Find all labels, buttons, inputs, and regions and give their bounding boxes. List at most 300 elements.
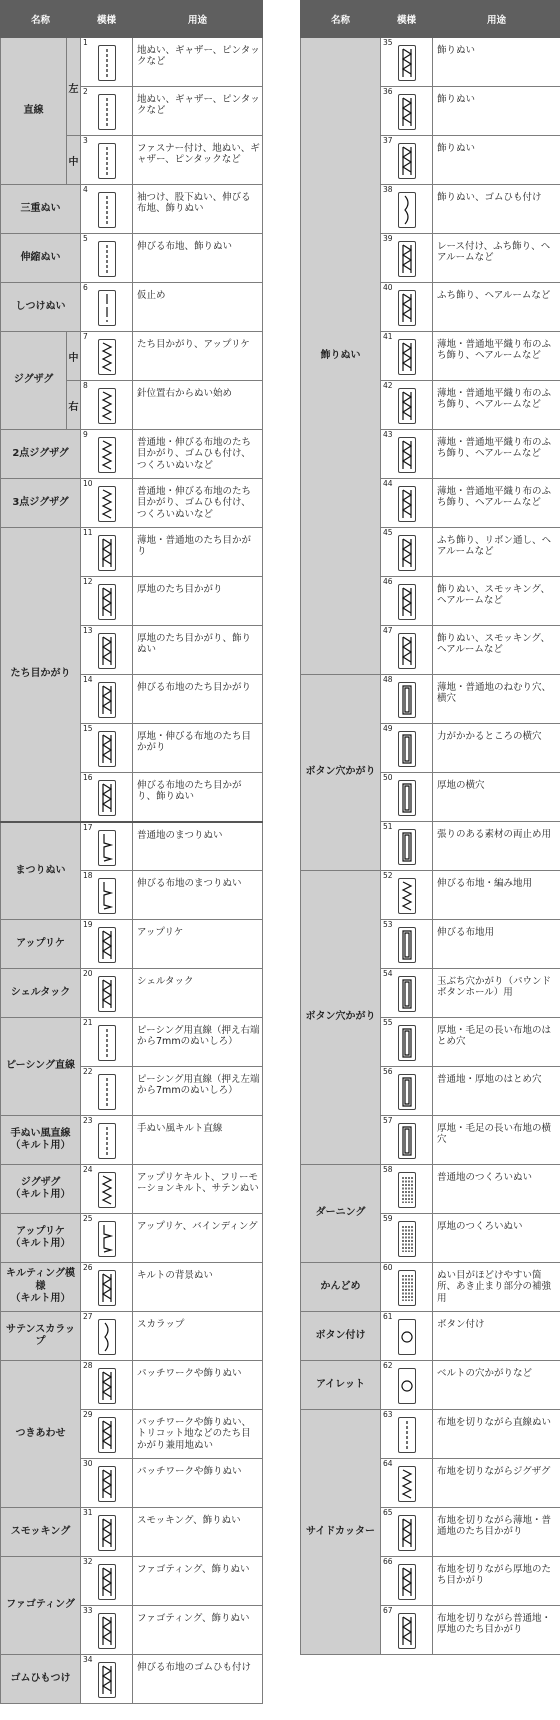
- group-name: ジグザグ: [1, 332, 67, 430]
- fagoting-stitch-icon: [98, 1613, 116, 1649]
- group-name: シェルタック: [1, 969, 81, 1018]
- blind-hem-stitch-icon: [98, 830, 116, 866]
- group-name: スモッキング: [1, 1508, 81, 1557]
- triple-straight-stitch-icon: [98, 192, 116, 228]
- satin-scallop-icon: [98, 1319, 116, 1355]
- stippling-stitch-icon: [98, 1270, 116, 1306]
- usage-text: 厚地の横穴: [433, 773, 560, 822]
- group-name: 飾りぬい: [301, 38, 381, 675]
- pattern-cell[interactable]: [81, 528, 133, 577]
- pattern-number: 9: [83, 430, 88, 439]
- pattern-cell[interactable]: [81, 87, 133, 136]
- pattern-number: 41: [383, 332, 393, 341]
- table-row: [1, 283, 263, 332]
- overcasting-stitch-icon: [98, 780, 116, 816]
- decorative-stitch-icon: [398, 192, 416, 228]
- usage-text: 薄地・普通地平織り布のふち飾り、ヘアルームなど: [433, 381, 560, 430]
- pattern-number: 3: [83, 136, 88, 145]
- pattern-number: 10: [83, 479, 93, 488]
- pattern-cell[interactable]: [381, 1116, 433, 1165]
- pattern-cell[interactable]: [381, 1508, 433, 1557]
- pattern-cell[interactable]: [81, 920, 133, 969]
- table-row: [1, 1214, 263, 1263]
- usage-text: 厚地・毛足の長い布地のはとめ穴: [433, 1018, 560, 1067]
- pattern-number: 5: [83, 234, 88, 243]
- blind-hem-stitch-icon: [98, 878, 116, 914]
- usage-text: ぬい目がほどけやすい箇所、あき止まり部分の補強用: [433, 1263, 560, 1312]
- usage-text: アップリケキルト、フリーモーションキルト、サテンぬい: [133, 1165, 263, 1214]
- pattern-cell[interactable]: [81, 1410, 133, 1459]
- pattern-number: 32: [83, 1557, 93, 1566]
- decorative-stitch-icon: [398, 45, 416, 81]
- table-row: [301, 1263, 560, 1312]
- straight-center-stitch-icon: [98, 143, 116, 179]
- pattern-number: 1: [83, 38, 88, 47]
- button-sewing-icon: [398, 1319, 416, 1355]
- pattern-cell[interactable]: [81, 1116, 133, 1165]
- pattern-cell[interactable]: [381, 1312, 433, 1361]
- pattern-cell[interactable]: [381, 626, 433, 675]
- group-name: キルティング模様 （キルト用）: [1, 1263, 81, 1312]
- usage-text: パッチワークや飾りぬい、トリコット地などのたち目かがり兼用地ぬい: [133, 1410, 263, 1459]
- buttonhole-icon: [398, 927, 416, 963]
- group-name: つきあわせ: [1, 1361, 81, 1508]
- usage-text: ピーシング用直線（押え左端から7mmのぬいしろ）: [133, 1067, 263, 1116]
- pattern-cell[interactable]: [381, 1606, 433, 1655]
- pattern-cell[interactable]: [81, 675, 133, 724]
- zigzag-right-icon: [98, 388, 116, 424]
- table-row: [1, 1312, 263, 1361]
- side-cutter-icon: [398, 1613, 416, 1649]
- usage-text: たち目かがり、アップリケ: [133, 332, 263, 381]
- pattern-cell[interactable]: [381, 332, 433, 381]
- overcasting-stitch-icon: [98, 731, 116, 767]
- usage-text: キルトの背景ぬい: [133, 1263, 263, 1312]
- table-row: [1, 822, 263, 871]
- pattern-cell[interactable]: [381, 969, 433, 1018]
- pattern-number: 45: [383, 528, 393, 537]
- group-name: 3点ジグザグ: [1, 479, 81, 528]
- table-row: [301, 1312, 560, 1361]
- pattern-cell[interactable]: [81, 136, 133, 185]
- buttonhole-icon: [398, 731, 416, 767]
- pattern-cell[interactable]: [381, 1018, 433, 1067]
- usage-text: スモッキング、飾りぬい: [133, 1508, 263, 1557]
- usage-text: ファゴティング、飾りぬい: [133, 1606, 263, 1655]
- sub-label: 中: [67, 332, 81, 381]
- decorative-stitch-icon: [398, 94, 416, 130]
- group-name: 三重ぬい: [1, 185, 81, 234]
- table-row: [1, 1116, 263, 1165]
- pattern-cell[interactable]: [81, 1557, 133, 1606]
- pattern-cell[interactable]: [381, 38, 433, 87]
- pattern-number: 37: [383, 136, 393, 145]
- usage-text: 厚地のたち目かがり: [133, 577, 263, 626]
- pattern-cell[interactable]: [81, 38, 133, 87]
- pattern-number: 54: [383, 969, 393, 978]
- header-pattern: 模様: [381, 1, 433, 38]
- pattern-number: 60: [383, 1263, 393, 1272]
- buttonhole-icon: [398, 780, 416, 816]
- group-name: アイレット: [301, 1361, 381, 1410]
- usage-text: 普通地のつくろいぬい: [433, 1165, 560, 1214]
- table-row: [1, 528, 263, 577]
- usage-text: 伸びる布地・編み地用: [433, 871, 560, 920]
- usage-text: ふち飾り、リボン通し、ヘアルームなど: [433, 528, 560, 577]
- usage-text: 飾りぬい、スモッキング、ヘアルームなど: [433, 577, 560, 626]
- group-name: かんどめ: [301, 1263, 381, 1312]
- pattern-number: 34: [83, 1655, 93, 1664]
- table-row: [301, 38, 560, 87]
- decorative-stitch-icon: [398, 241, 416, 277]
- usage-text: 厚地のつくろいぬい: [433, 1214, 560, 1263]
- pattern-cell[interactable]: [381, 1263, 433, 1312]
- table-row: [301, 675, 560, 724]
- pattern-cell[interactable]: [381, 675, 433, 724]
- usage-text: 薄地・普通地平織り布のふち飾り、ヘアルームなど: [433, 430, 560, 479]
- pattern-cell[interactable]: [381, 1165, 433, 1214]
- pattern-cell[interactable]: [381, 724, 433, 773]
- group-name: ボタン穴かがり: [301, 871, 381, 1165]
- usage-text: 伸びる布地のたち目かがり: [133, 675, 263, 724]
- pattern-number: 46: [383, 577, 393, 586]
- group-name: サイドカッター: [301, 1410, 381, 1655]
- usage-text: 薄地・普通地平織り布のふち飾り、ヘアルームなど: [433, 332, 560, 381]
- pattern-number: 52: [383, 871, 393, 880]
- pattern-cell[interactable]: [81, 1606, 133, 1655]
- usage-text: パッチワークや飾りぬい: [133, 1361, 263, 1410]
- usage-text: 薄地・普通地平織り布のふち飾り、ヘアルームなど: [433, 479, 560, 528]
- pattern-number: 6: [83, 283, 88, 292]
- stitch-table-right: [300, 0, 560, 1655]
- keyhole-buttonhole-icon: [398, 1025, 416, 1061]
- usage-text: 地ぬい、ギャザー、ピンタックなど: [133, 38, 263, 87]
- usage-text: 飾りぬい: [433, 87, 560, 136]
- pattern-cell[interactable]: [81, 1018, 133, 1067]
- pattern-cell[interactable]: [381, 1557, 433, 1606]
- pattern-cell[interactable]: [81, 577, 133, 626]
- pattern-number: 24: [83, 1165, 93, 1174]
- pattern-number: 12: [83, 577, 93, 586]
- pattern-number: 63: [383, 1410, 393, 1419]
- usage-text: ふち飾り、ヘアルームなど: [433, 283, 560, 332]
- usage-text: パッチワークや飾りぬい: [133, 1459, 263, 1508]
- joining-stitch-icon: [98, 1368, 116, 1404]
- pattern-cell[interactable]: [381, 773, 433, 822]
- pattern-cell[interactable]: [81, 1361, 133, 1410]
- piecing-stitch-icon: [98, 1025, 116, 1061]
- pattern-cell[interactable]: [81, 1508, 133, 1557]
- pattern-number: 55: [383, 1018, 393, 1027]
- pattern-cell[interactable]: [81, 724, 133, 773]
- group-name: アップリケ （キルト用）: [1, 1214, 81, 1263]
- usage-text: アップリケ: [133, 920, 263, 969]
- pattern-number: 16: [83, 773, 93, 782]
- three-step-zigzag-icon: [98, 486, 116, 522]
- pattern-number: 21: [83, 1018, 93, 1027]
- header-use: 用途: [433, 1, 560, 38]
- usage-text: 布地を切りながら厚地のたち目かがり: [433, 1557, 560, 1606]
- group-name: 手ぬい風直線 （キルト用）: [1, 1116, 81, 1165]
- side-cutter-icon: [398, 1515, 416, 1551]
- pattern-number: 38: [383, 185, 393, 194]
- decorative-stitch-icon: [398, 339, 416, 375]
- pattern-cell[interactable]: [381, 871, 433, 920]
- pattern-number: 25: [83, 1214, 93, 1223]
- buttonhole-icon: [398, 878, 416, 914]
- usage-text: レース付け、ふち飾り、ヘアルームなど: [433, 234, 560, 283]
- group-name: たち目かがり: [1, 528, 81, 822]
- usage-text: 厚地・伸びる布地のたち目かがり: [133, 724, 263, 773]
- pattern-number: 40: [383, 283, 393, 292]
- stitch-table-left: [0, 0, 263, 1704]
- usage-text: 厚地・毛足の長い布地の横穴: [433, 1116, 560, 1165]
- usage-text: スカラップ: [133, 1312, 263, 1361]
- header-pattern: 模様: [81, 1, 133, 38]
- sub-label: 中: [67, 136, 81, 185]
- joining-stitch-icon: [98, 1466, 116, 1502]
- pattern-cell[interactable]: [81, 381, 133, 430]
- pattern-number: 26: [83, 1263, 93, 1272]
- pattern-number: 44: [383, 479, 393, 488]
- pattern-number: 67: [383, 1606, 393, 1615]
- group-name: しつけぬい: [1, 283, 81, 332]
- bar-tack-icon: [398, 1270, 416, 1306]
- table-row: [301, 1165, 560, 1214]
- table-row: [1, 1165, 263, 1214]
- table-row: [1, 920, 263, 969]
- pattern-cell[interactable]: [81, 1459, 133, 1508]
- pattern-cell[interactable]: [381, 1067, 433, 1116]
- group-name: ジグザグ （キルト用）: [1, 1165, 81, 1214]
- pattern-number: 28: [83, 1361, 93, 1370]
- group-name: 直線: [1, 38, 67, 185]
- basting-stitch-icon: [98, 290, 116, 326]
- straight-left-stitch-icon: [98, 94, 116, 130]
- usage-text: ベルトの穴かがりなど: [433, 1361, 560, 1410]
- pattern-cell[interactable]: [81, 871, 133, 920]
- side-cutter-icon: [398, 1466, 416, 1502]
- table-row: [1, 1361, 263, 1410]
- buttonhole-icon: [398, 976, 416, 1012]
- usage-text: 普通地のまつりぬい: [133, 822, 263, 871]
- pattern-cell[interactable]: [81, 773, 133, 822]
- sub-label: 左: [67, 38, 81, 136]
- pattern-cell[interactable]: [381, 577, 433, 626]
- pattern-cell[interactable]: [381, 920, 433, 969]
- pattern-cell[interactable]: [81, 234, 133, 283]
- pattern-cell[interactable]: [81, 283, 133, 332]
- applique-stitch-icon: [98, 927, 116, 963]
- usage-text: 薄地・普通地のねむり穴、横穴: [433, 675, 560, 724]
- pattern-number: 57: [383, 1116, 393, 1125]
- pattern-number: 47: [383, 626, 393, 635]
- group-name: ピーシング直線: [1, 1018, 81, 1116]
- table-row: [1, 1263, 263, 1312]
- usage-text: 伸びる布地のたち目かがり、飾りぬい: [133, 773, 263, 822]
- usage-text: 布地を切りながら直線ぬい: [433, 1410, 560, 1459]
- pattern-cell[interactable]: [81, 430, 133, 479]
- table-row: [1, 479, 263, 528]
- zigzag-center-icon: [98, 339, 116, 375]
- pattern-number: 42: [383, 381, 393, 390]
- pattern-cell[interactable]: [381, 87, 433, 136]
- usage-text: ピーシング用直線（押え右端から7mmのぬいしろ）: [133, 1018, 263, 1067]
- table-row: [1, 1018, 263, 1067]
- pattern-cell[interactable]: [81, 969, 133, 1018]
- darning-stitch-icon: [398, 1172, 416, 1208]
- usage-text: 玉ぶち穴かがり（パウンドボタンホール）用: [433, 969, 560, 1018]
- table-row: [1, 332, 263, 381]
- buttonhole-icon: [398, 682, 416, 718]
- usage-text: 力がかかるところの横穴: [433, 724, 560, 773]
- usage-text: 布地を切りながら薄地・普通地のたち目かがり: [433, 1508, 560, 1557]
- table-row: [1, 430, 263, 479]
- pattern-number: 4: [83, 185, 88, 194]
- pattern-cell[interactable]: [381, 136, 433, 185]
- quilting-applique-icon: [98, 1221, 116, 1257]
- pattern-cell[interactable]: [81, 332, 133, 381]
- side-cutter-icon: [398, 1417, 416, 1453]
- pattern-number: 50: [383, 773, 393, 782]
- usage-text: 普通地・伸びる布地のたち目かがり、ゴムひも付け、つくろいぬいなど: [133, 430, 263, 479]
- pattern-cell[interactable]: [381, 528, 433, 577]
- pattern-cell[interactable]: [81, 626, 133, 675]
- pattern-number: 61: [383, 1312, 393, 1321]
- group-name: アップリケ: [1, 920, 81, 969]
- pattern-cell[interactable]: [381, 234, 433, 283]
- pattern-number: 22: [83, 1067, 93, 1076]
- pattern-number: 62: [383, 1361, 393, 1370]
- pattern-cell[interactable]: [381, 381, 433, 430]
- usage-text: 袖つけ、股下ぬい、伸びる布地、飾りぬい: [133, 185, 263, 234]
- side-cutter-icon: [398, 1564, 416, 1600]
- keyhole-buttonhole-icon: [398, 1074, 416, 1110]
- pattern-number: 59: [383, 1214, 393, 1223]
- pattern-number: 23: [83, 1116, 93, 1125]
- pattern-cell[interactable]: [381, 1214, 433, 1263]
- pattern-number: 17: [83, 822, 93, 832]
- decorative-stitch-icon: [398, 633, 416, 669]
- pattern-cell[interactable]: [81, 1165, 133, 1214]
- usage-text: 伸びる布地のゴムひも付け: [133, 1655, 263, 1704]
- usage-text: 伸びる布地のまつりぬい: [133, 871, 263, 920]
- usage-text: 布地を切りながらジグザグ: [433, 1459, 560, 1508]
- group-name: ボタン穴かがり: [301, 675, 381, 871]
- pattern-cell[interactable]: [81, 822, 133, 871]
- decorative-stitch-icon: [398, 486, 416, 522]
- pattern-number: 18: [83, 871, 93, 880]
- pattern-cell[interactable]: [381, 479, 433, 528]
- joining-stitch-icon: [98, 1417, 116, 1453]
- pattern-number: 11: [83, 528, 93, 537]
- group-name: サテンスカラップ: [1, 1312, 81, 1361]
- decorative-stitch-icon: [398, 437, 416, 473]
- fagoting-stitch-icon: [98, 1564, 116, 1600]
- pattern-cell[interactable]: [81, 1655, 133, 1704]
- pattern-cell[interactable]: [81, 185, 133, 234]
- usage-text: ファスナー付け、地ぬい、ギャザー、ピンタックなど: [133, 136, 263, 185]
- usage-text: アップリケ、バインディング: [133, 1214, 263, 1263]
- group-name: ボタン付け: [301, 1312, 381, 1361]
- table-row: [301, 871, 560, 920]
- usage-text: 伸びる布地、飾りぬい: [133, 234, 263, 283]
- usage-text: 布地を切りながら普通地・厚地のたち目かがり: [433, 1606, 560, 1655]
- pattern-cell[interactable]: [381, 1410, 433, 1459]
- eyelet-icon: [398, 1368, 416, 1404]
- stretch-stitch-icon: [98, 241, 116, 277]
- pattern-cell[interactable]: [81, 479, 133, 528]
- usage-text: ファゴティング、飾りぬい: [133, 1557, 263, 1606]
- pattern-cell[interactable]: [381, 1459, 433, 1508]
- usage-text: 伸びる布地用: [433, 920, 560, 969]
- pattern-number: 51: [383, 822, 393, 831]
- decorative-stitch-icon: [398, 584, 416, 620]
- pattern-number: 31: [83, 1508, 93, 1517]
- table-row: [301, 1410, 560, 1459]
- pattern-number: 15: [83, 724, 93, 733]
- elastic-stitch-icon: [98, 1662, 116, 1698]
- usage-text: 薄地・普通地のたち目かがり: [133, 528, 263, 577]
- overcasting-stitch-icon: [98, 535, 116, 571]
- pattern-number: 64: [383, 1459, 393, 1468]
- usage-text: 飾りぬい: [433, 136, 560, 185]
- decorative-stitch-icon: [398, 290, 416, 326]
- pattern-number: 19: [83, 920, 93, 929]
- pattern-cell[interactable]: [81, 1312, 133, 1361]
- pattern-cell[interactable]: [81, 1214, 133, 1263]
- pattern-number: 7: [83, 332, 88, 341]
- pattern-cell[interactable]: [81, 1263, 133, 1312]
- pattern-number: 49: [383, 724, 393, 733]
- pattern-cell[interactable]: [381, 822, 433, 871]
- group-name: ゴムひもつけ: [1, 1655, 81, 1704]
- pattern-cell[interactable]: [381, 1361, 433, 1410]
- table-row: [1, 38, 263, 87]
- pattern-number: 29: [83, 1410, 93, 1419]
- pattern-number: 48: [383, 675, 393, 684]
- pattern-number: 39: [383, 234, 393, 243]
- pattern-number: 43: [383, 430, 393, 439]
- pattern-cell[interactable]: [381, 185, 433, 234]
- smocking-stitch-icon: [98, 1515, 116, 1551]
- quilting-zigzag-icon: [98, 1172, 116, 1208]
- overcasting-stitch-icon: [98, 633, 116, 669]
- header-name: 名称: [301, 1, 381, 38]
- pattern-cell[interactable]: [81, 1067, 133, 1116]
- group-name: 伸縮ぬい: [1, 234, 81, 283]
- shell-tuck-stitch-icon: [98, 976, 116, 1012]
- straight-left-stitch-icon: [98, 45, 116, 81]
- usage-text: 手ぬい風キルト直線: [133, 1116, 263, 1165]
- pattern-number: 35: [383, 38, 393, 47]
- quilting-stitch-icon: [98, 1123, 116, 1159]
- pattern-number: 33: [83, 1606, 93, 1615]
- pattern-cell[interactable]: [381, 283, 433, 332]
- usage-text: 普通地・厚地のはとめ穴: [433, 1067, 560, 1116]
- keyhole-buttonhole-icon: [398, 1123, 416, 1159]
- table-row: [1, 1557, 263, 1606]
- overcasting-stitch-icon: [98, 584, 116, 620]
- pattern-number: 8: [83, 381, 88, 390]
- pattern-cell[interactable]: [381, 430, 433, 479]
- group-name: ファゴティング: [1, 1557, 81, 1655]
- overcasting-stitch-icon: [98, 682, 116, 718]
- pattern-number: 56: [383, 1067, 393, 1076]
- pattern-number: 27: [83, 1312, 93, 1321]
- usage-text: 飾りぬい、ゴムひも付け: [433, 185, 560, 234]
- table-row: [1, 969, 263, 1018]
